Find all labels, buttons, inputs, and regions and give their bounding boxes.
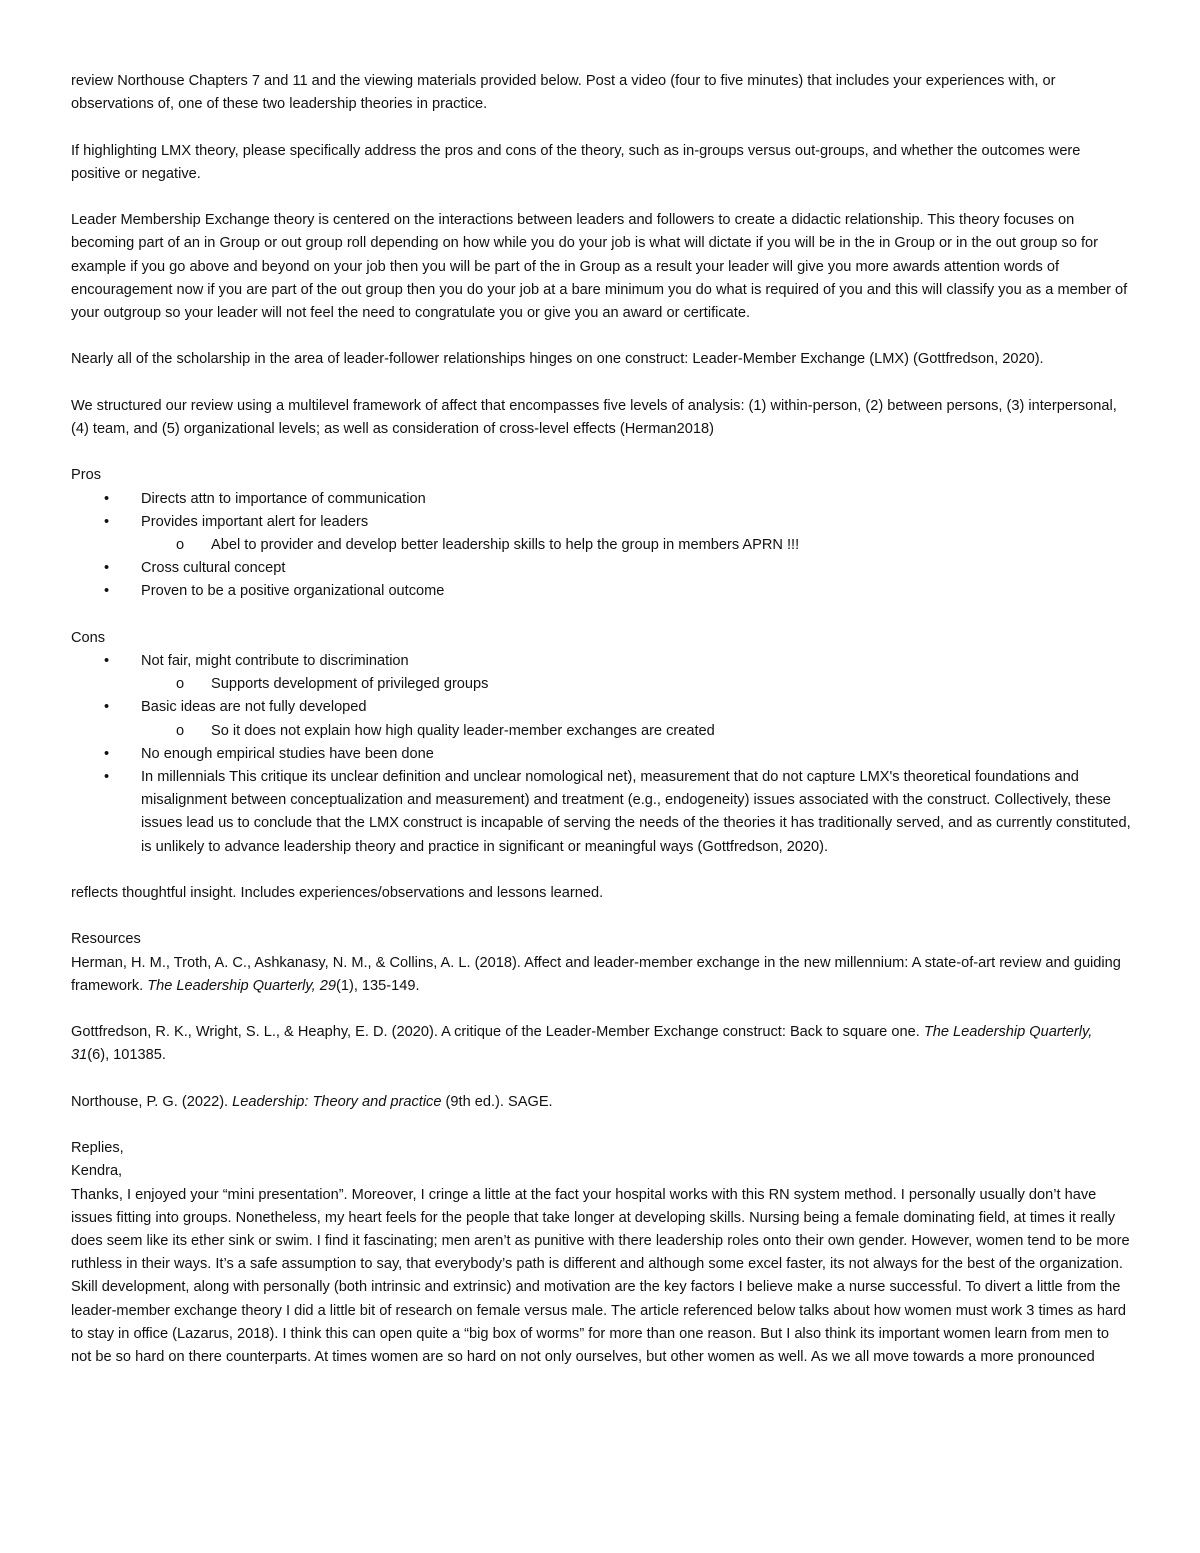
reference-text: Herman, H. M., Troth, A. C., Ashkanasy, N. M., & Collins, A. L. (2018). Affect and leader-member exchange in the new millennium: A state-of-art review and guiding framework. — [71, 954, 1121, 994]
reference-book-title: Leadership: Theory and practice — [232, 1093, 442, 1110]
cons-item: • No enough empirical studies have been done — [71, 743, 1131, 766]
cons-item: • Basic ideas are not fully developed — [71, 696, 1131, 719]
pros-list — [71, 488, 1131, 604]
reference-text: (9th ed.). SAGE. — [441, 1093, 553, 1110]
reply-recipient: Kendra, — [71, 1163, 123, 1180]
cons-item: • Not fair, might contribute to discrimination — [71, 650, 1131, 673]
intro-paragraph-5: We structured our review using a multilevel framework of affect that encompasses five levels of analysis: (1) within-person, (2) between persons, (3) interpersonal, (4) team, and (5) organizational levels; as well as consideration of cross-level effects (Herman2018) — [71, 397, 1117, 437]
reference-text: (1), 135-149. — [335, 977, 420, 994]
replies-heading: Replies, — [71, 1140, 124, 1157]
reference-text: Northouse, P. G. (2022). — [71, 1093, 233, 1110]
intro-paragraph-2: If highlighting LMX theory, please specifically address the pros and cons of the theory, such as in-groups versus out-groups, and whether the outcomes were positive or negative. — [71, 142, 1081, 182]
pros-item: • Directs attn to importance of communication — [71, 488, 1131, 511]
cons-subitem: o Supports development of privileged groups — [71, 673, 1131, 696]
reference-gottfredson — [71, 1021, 1131, 1067]
reference-northouse — [71, 1091, 1131, 1114]
reference-journal: The Leadership Quarterly, 29 — [147, 977, 336, 994]
document-body — [71, 70, 1131, 1369]
intro-paragraph-1: review Northouse Chapters 7 and 11 and the viewing materials provided below. Post a video (four to five minutes) that includes your experiences with, or observations of, one of these two leadership theories in practice. — [71, 73, 1056, 113]
intro-paragraph-4: Nearly all of the scholarship in the area of leader-follower relationships hinges on one construct: Leader-Member Exchange (LMX) (Gottfredson, 2020). — [71, 351, 1044, 368]
pros-heading: Pros — [71, 467, 102, 484]
pros-item: • Proven to be a positive organizational outcome — [71, 580, 1131, 603]
reference-journal: The Leadership Quarterly, 31 — [71, 1024, 1093, 1064]
reference-herman — [71, 952, 1131, 998]
intro-paragraph-3: Leader Membership Exchange theory is centered on the interactions between leaders and followers to create a didactic relationship. This theory focuses on becoming part of an in Group or out group roll depending on how while you do your job is what will dictate if you will be in the in Group or in the out group so for example if you go above and beyond on your job then you will be part of the in Group as a result your leader will give you more awards attention words of encouragement now if you are part of the out group then you do your job at a bare minimum you do what is required of you and this will classify you as a member of your outgroup so your leader will not feel the need to congratulate you or give you an award or certificate. — [71, 212, 1128, 321]
reply-body: Thanks, I enjoyed your “mini presentation”. Moreover, I cringe a little at the fact your hospital works with this RN system method. I personally usually don’t have issues fitting into groups. Nonetheless, my heart feels for the people that take longer at developing skills. Nursing being a female dominating field, at times it really does seem like its ether sink or swim. I find it fascinating; men aren’t as punitive with there leadership roles onto their own gender. However, women tend to be more ruthless in their ways. It’s a safe assumption to say, that everybody’s path is different and although some excel faster, its not always for the best of the organization. Skill development, along with personally (both intrinsic and extrinsic) and motivation are the key factors I believe make a nurse successful. To divert a little from the leader-member exchange theory I did a little bit of research on female versus male. The article referenced below talks about how women must work 3 times as hard to stay in office (Lazarus, 2018). I think this can open quite a “big box of worms” for more than one reason. But I also think its important women learn from men to not be so hard on there counterparts. At times women are so hard on not only ourselves, but other women as well. As we all move towards a more pronounced — [71, 1186, 1130, 1365]
reflection-paragraph: reflects thoughtful insight. Includes experiences/observations and lessons learned. — [71, 885, 604, 901]
pros-item: • Provides important alert for leaders — [71, 511, 1131, 534]
cons-item: • In millennials This critique its unclear definition and unclear nomological net), measurement that do not capture LMX's theoretical foundations and misalignment between conceptualization and measurement) and treatment (e.g., endogeneity) issues associated with the construct. Collectively, these issues lead us to conclude that the LMX construct is incapable of serving the needs of the theories it has traditionally served, and as currently constituted, is unlikely to advance leadership theory and practice in significant or meaningful ways (Gottfredson, 2020). — [71, 766, 1131, 859]
pros-item: • Cross cultural concept — [71, 557, 1131, 580]
reference-text: Gottfredson, R. K., Wright, S. L., & Heaphy, E. D. (2020). A critique of the Leader-Member Exchange construct: Back to square one. — [71, 1024, 924, 1041]
resources-heading: Resources — [71, 931, 141, 948]
pros-subitem: o Abel to provider and develop better leadership skills to help the group in members APRN !!! — [71, 534, 1131, 557]
cons-list — [71, 650, 1131, 859]
reference-text: (6), 101385. — [87, 1047, 166, 1064]
cons-heading: Cons — [71, 629, 106, 646]
cons-subitem: o So it does not explain how high quality leader-member exchanges are created — [71, 720, 1131, 743]
